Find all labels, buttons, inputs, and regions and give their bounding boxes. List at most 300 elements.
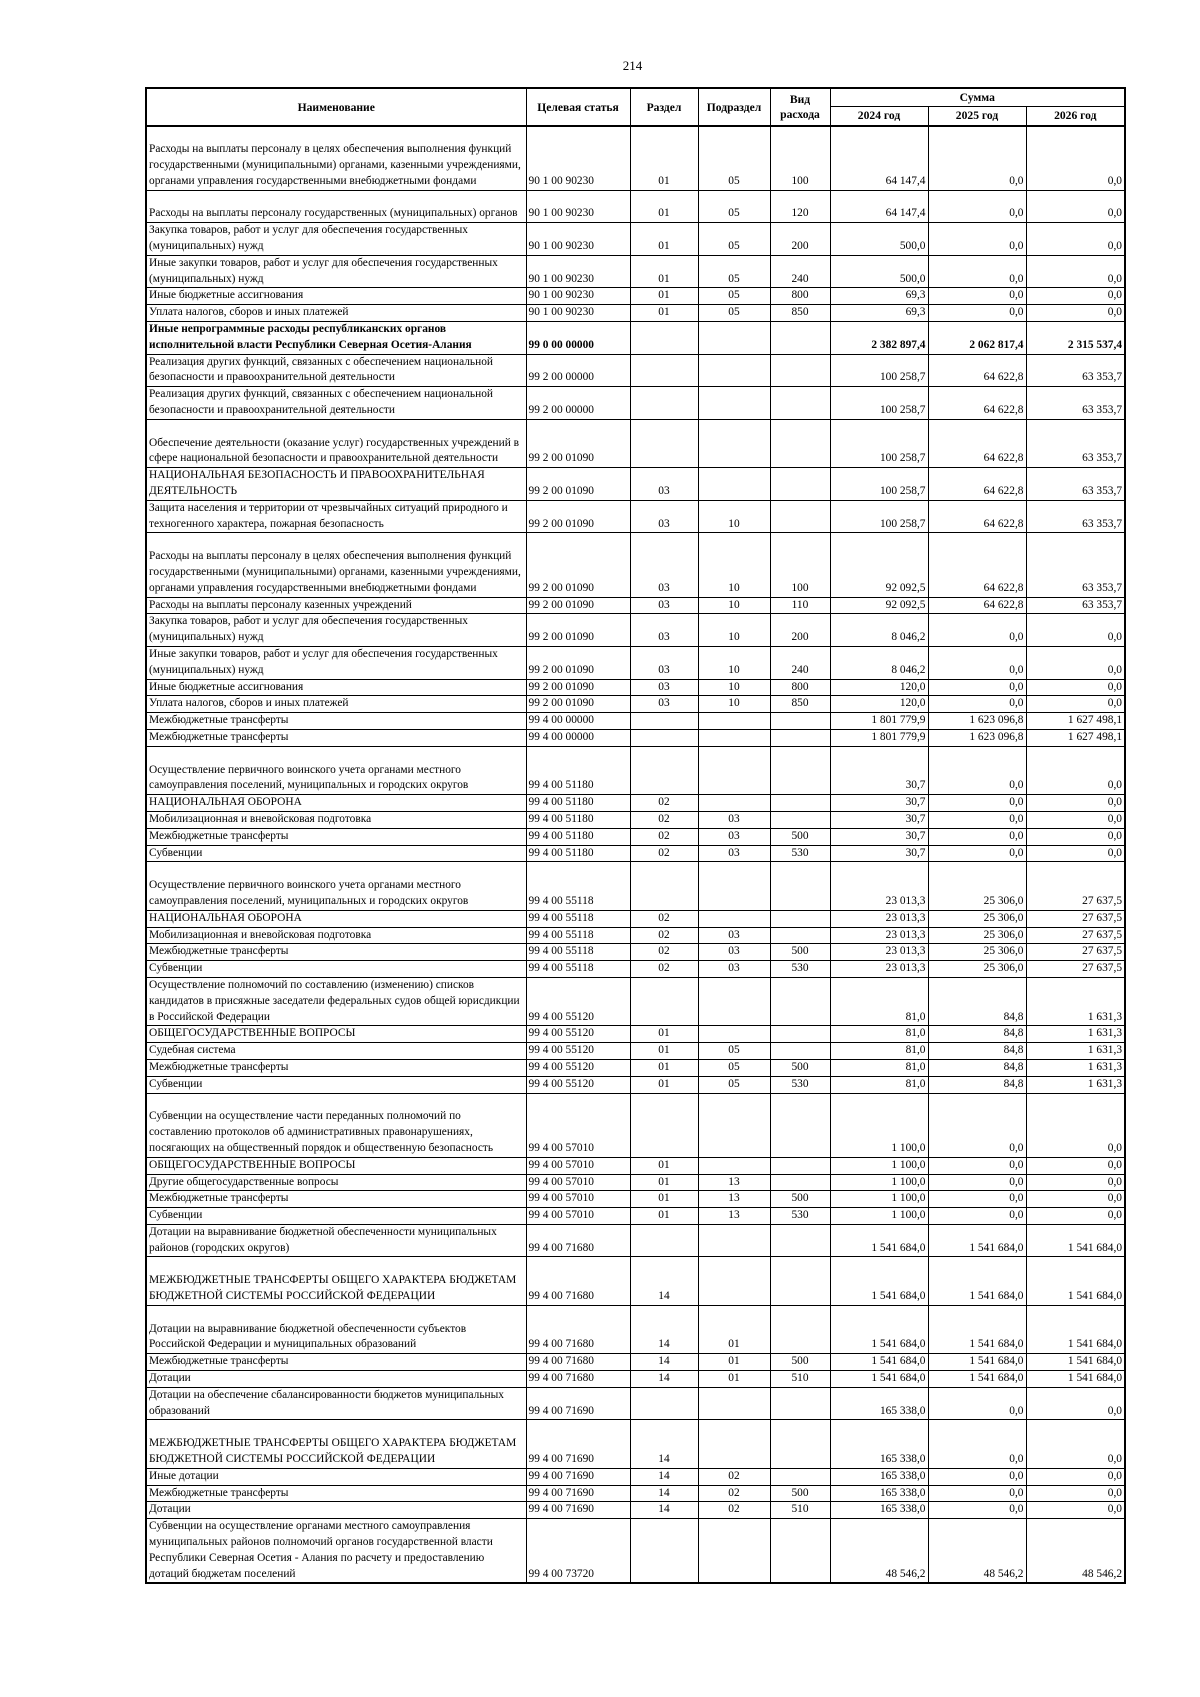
row-kind: 500 [770,1191,830,1208]
row-sum-2026: 0,0 [1026,1420,1125,1468]
row-name: Иные закупки товаров, работ и услуг для обеспечения государственных (муниципальных) нужд [146,255,526,288]
row-name: Иные дотации [146,1468,526,1485]
row-sum-2025: 64 622,8 [928,500,1026,533]
row-sum-2024: 69,3 [830,305,928,322]
row-name: Осуществление первичного воинского учета органами местного самоуправления поселений, муниципальных и городских округов [146,862,526,910]
row-name: ОБЩЕГОСУДАРСТВЕННЫЕ ВОПРОСЫ [146,1157,526,1174]
row-name: Обеспечение деятельности (оказание услуг) государственных учреждений в сфере национальной безопасности и правоохранительной деятельности [146,419,526,467]
row-sum-2025: 25 306,0 [928,862,1026,910]
row-kind: 850 [770,305,830,322]
row-name: Иные бюджетные ассигнования [146,679,526,696]
row-section: 02 [630,927,698,944]
row-section: 03 [630,696,698,713]
row-sum-2024: 1 801 779,9 [830,729,928,746]
row-sum-2025: 1 541 684,0 [928,1371,1026,1388]
header-name: Наименование [146,88,526,126]
row-section [630,746,698,794]
row-sum-2024: 23 013,3 [830,910,928,927]
row-kind [770,500,830,533]
row-sum-2025: 2 062 817,4 [928,322,1026,355]
row-name: Межбюджетные трансферты [146,1059,526,1076]
row-sum-2025: 0,0 [928,305,1026,322]
row-sum-2024: 30,7 [830,746,928,794]
row-sum-2026: 0,0 [1026,255,1125,288]
table-row [146,1468,1125,1485]
table-body [146,126,1125,1583]
table-row [146,795,1125,812]
table-row [146,713,1125,730]
row-subsection: 03 [698,845,770,862]
row-sum-2024: 100 258,7 [830,354,928,387]
row-sum-2024: 23 013,3 [830,927,928,944]
row-target-code: 99 4 00 55118 [526,961,630,978]
row-kind [770,1093,830,1157]
row-subsection: 05 [698,190,770,223]
row-sum-2026: 0,0 [1026,1208,1125,1225]
row-name: Дотации [146,1502,526,1519]
table-row [146,354,1125,387]
row-target-code: 99 2 00 01090 [526,597,630,614]
row-sum-2026: 0,0 [1026,190,1125,223]
row-target-code: 99 4 00 55118 [526,910,630,927]
row-target-code: 99 4 00 51180 [526,746,630,794]
row-name: Дотации на выравнивание бюджетной обеспеченности муниципальных районов (городских округов) [146,1224,526,1257]
row-subsection [698,977,770,1025]
row-target-code: 99 2 00 01090 [526,500,630,533]
row-sum-2025: 64 622,8 [928,597,1026,614]
row-target-code: 99 4 00 55118 [526,927,630,944]
table-row [146,1224,1125,1257]
row-sum-2026: 27 637,5 [1026,944,1125,961]
row-section: 01 [630,1043,698,1060]
row-sum-2024: 100 258,7 [830,419,928,467]
row-subsection [698,354,770,387]
row-sum-2025: 1 623 096,8 [928,713,1026,730]
row-sum-2025: 0,0 [928,795,1026,812]
row-sum-2026: 0,0 [1026,1191,1125,1208]
row-target-code: 99 2 00 01090 [526,419,630,467]
table-row [146,1502,1125,1519]
row-kind: 800 [770,679,830,696]
row-sum-2024: 30,7 [830,795,928,812]
row-name: Межбюджетные трансферты [146,828,526,845]
row-subsection [698,1224,770,1257]
row-kind [770,419,830,467]
row-target-code: 99 4 00 51180 [526,811,630,828]
row-sum-2025: 84,8 [928,1076,1026,1093]
table-row [146,1076,1125,1093]
row-kind: 510 [770,1371,830,1388]
row-target-code: 99 4 00 51180 [526,795,630,812]
row-name: Межбюджетные трансферты [146,1354,526,1371]
row-target-code: 99 4 00 71680 [526,1354,630,1371]
row-sum-2024: 1 541 684,0 [830,1354,928,1371]
row-name: Мобилизационная и вневойсковая подготовка [146,811,526,828]
row-kind [770,1468,830,1485]
row-sum-2026: 0,0 [1026,1093,1125,1157]
header-subsection: Подраздел [698,88,770,126]
row-section: 14 [630,1305,698,1353]
row-sum-2025: 64 622,8 [928,468,1026,501]
row-kind [770,977,830,1025]
row-sum-2026: 0,0 [1026,828,1125,845]
row-sum-2024: 1 100,0 [830,1174,928,1191]
row-sum-2024: 8 046,2 [830,614,928,647]
row-name: Расходы на выплаты персоналу государственных (муниципальных) органов [146,190,526,223]
table-row [146,533,1125,597]
row-sum-2026: 0,0 [1026,223,1125,256]
table-row [146,288,1125,305]
row-name: Осуществление полномочий по составлению (изменению) списков кандидатов в присяжные заседатели федеральных судов общей юрисдикции в Российской Федерации [146,977,526,1025]
table-row [146,1371,1125,1388]
table-row [146,1191,1125,1208]
row-kind [770,713,830,730]
row-target-code: 99 0 00 00000 [526,322,630,355]
row-sum-2025: 0,0 [928,190,1026,223]
table-row [146,679,1125,696]
table-row [146,811,1125,828]
table-row [146,1387,1125,1420]
table-row [146,468,1125,501]
row-sum-2026: 0,0 [1026,647,1125,680]
row-subsection [698,1257,770,1305]
row-target-code: 99 4 00 55120 [526,977,630,1025]
table-row [146,126,1125,190]
row-sum-2026: 1 541 684,0 [1026,1305,1125,1353]
table-row [146,1043,1125,1060]
row-target-code: 99 2 00 01090 [526,533,630,597]
row-name: НАЦИОНАЛЬНАЯ ОБОРОНА [146,795,526,812]
row-name: Иные бюджетные ассигнования [146,288,526,305]
row-sum-2024: 120,0 [830,679,928,696]
row-sum-2025: 0,0 [928,1502,1026,1519]
table-row [146,862,1125,910]
row-sum-2025: 0,0 [928,811,1026,828]
row-section [630,1519,698,1584]
row-name: Субвенции [146,1076,526,1093]
row-sum-2024: 1 801 779,9 [830,713,928,730]
row-name: Осуществление первичного воинского учета органами местного самоуправления поселений, муниципальных и городских округов [146,746,526,794]
row-sum-2025: 25 306,0 [928,910,1026,927]
row-sum-2024: 1 100,0 [830,1157,928,1174]
row-sum-2024: 81,0 [830,977,928,1025]
row-sum-2026: 0,0 [1026,746,1125,794]
row-sum-2025: 64 622,8 [928,387,1026,420]
header-section: Раздел [630,88,698,126]
row-target-code: 99 4 00 00000 [526,713,630,730]
table-row [146,322,1125,355]
row-section: 01 [630,288,698,305]
row-sum-2026: 0,0 [1026,614,1125,647]
row-section: 03 [630,647,698,680]
row-section: 03 [630,679,698,696]
row-subsection [698,729,770,746]
row-section [630,1387,698,1420]
row-sum-2025: 84,8 [928,1059,1026,1076]
row-kind [770,1257,830,1305]
row-name: Межбюджетные трансферты [146,1485,526,1502]
budget-table [145,87,1126,1584]
row-sum-2024: 165 338,0 [830,1420,928,1468]
row-sum-2024: 64 147,4 [830,126,928,190]
table-row [146,387,1125,420]
row-sum-2025: 25 306,0 [928,961,1026,978]
row-target-code: 99 4 00 55120 [526,1059,630,1076]
row-subsection [698,468,770,501]
row-subsection: 02 [698,1502,770,1519]
row-kind: 100 [770,533,830,597]
row-subsection [698,862,770,910]
row-sum-2025: 0,0 [928,1191,1026,1208]
row-sum-2026: 0,0 [1026,1174,1125,1191]
row-sum-2024: 1 100,0 [830,1208,928,1225]
row-target-code: 99 4 00 55120 [526,1076,630,1093]
row-subsection [698,795,770,812]
row-target-code: 99 4 00 57010 [526,1191,630,1208]
row-target-code: 99 2 00 00000 [526,354,630,387]
row-sum-2025: 64 622,8 [928,419,1026,467]
row-target-code: 99 2 00 01090 [526,647,630,680]
table-row [146,223,1125,256]
row-sum-2026: 0,0 [1026,1502,1125,1519]
row-sum-2026: 63 353,7 [1026,354,1125,387]
row-target-code: 99 4 00 57010 [526,1208,630,1225]
row-subsection [698,1420,770,1468]
row-kind [770,1519,830,1584]
row-sum-2026: 0,0 [1026,126,1125,190]
row-sum-2026: 0,0 [1026,288,1125,305]
row-sum-2025: 1 541 684,0 [928,1224,1026,1257]
row-section: 14 [630,1354,698,1371]
row-sum-2025: 25 306,0 [928,927,1026,944]
row-section: 01 [630,223,698,256]
row-sum-2026: 0,0 [1026,811,1125,828]
row-sum-2025: 0,0 [928,1157,1026,1174]
table-row [146,910,1125,927]
row-section [630,354,698,387]
row-sum-2024: 64 147,4 [830,190,928,223]
row-kind: 530 [770,961,830,978]
table-row [146,1420,1125,1468]
row-kind [770,795,830,812]
row-target-code: 99 4 00 00000 [526,729,630,746]
row-sum-2025: 0,0 [928,647,1026,680]
row-kind: 500 [770,1354,830,1371]
row-subsection: 05 [698,126,770,190]
row-sum-2025: 0,0 [928,1420,1026,1468]
row-sum-2024: 1 541 684,0 [830,1305,928,1353]
row-section [630,1093,698,1157]
row-subsection: 02 [698,1485,770,1502]
row-subsection: 03 [698,811,770,828]
row-section: 02 [630,811,698,828]
row-section: 01 [630,1174,698,1191]
row-sum-2025: 0,0 [928,1485,1026,1502]
row-sum-2024: 1 541 684,0 [830,1224,928,1257]
row-sum-2024: 81,0 [830,1043,928,1060]
row-name: Расходы на выплаты персоналу в целях обеспечения выполнения функций государственными (муниципальными) органами, казенными учреждениями, органами управления государственными внебюджетными фондами [146,126,526,190]
row-sum-2026: 1 541 684,0 [1026,1257,1125,1305]
row-sum-2024: 500,0 [830,255,928,288]
row-kind: 100 [770,126,830,190]
row-name: Мобилизационная и вневойсковая подготовка [146,927,526,944]
row-subsection: 01 [698,1371,770,1388]
row-sum-2024: 1 541 684,0 [830,1257,928,1305]
row-sum-2026: 1 627 498,1 [1026,729,1125,746]
row-name: Закупка товаров, работ и услуг для обеспечения государственных (муниципальных) нужд [146,223,526,256]
row-name: Межбюджетные трансферты [146,1191,526,1208]
row-section [630,387,698,420]
row-target-code: 99 4 00 55120 [526,1043,630,1060]
row-name: Закупка товаров, работ и услуг для обеспечения государственных (муниципальных) нужд [146,614,526,647]
row-subsection: 10 [698,500,770,533]
row-target-code: 90 1 00 90230 [526,223,630,256]
row-section: 14 [630,1468,698,1485]
row-sum-2024: 30,7 [830,811,928,828]
row-sum-2025: 0,0 [928,1387,1026,1420]
row-name: ОБЩЕГОСУДАРСТВЕННЫЕ ВОПРОСЫ [146,1026,526,1043]
row-section: 03 [630,500,698,533]
row-sum-2024: 165 338,0 [830,1387,928,1420]
row-sum-2026: 48 546,2 [1026,1519,1125,1584]
row-section: 01 [630,305,698,322]
row-target-code: 99 2 00 01090 [526,468,630,501]
row-sum-2025: 48 546,2 [928,1519,1026,1584]
row-sum-2024: 500,0 [830,223,928,256]
row-sum-2025: 0,0 [928,1174,1026,1191]
row-kind: 110 [770,597,830,614]
row-target-code: 99 4 00 71680 [526,1257,630,1305]
row-sum-2024: 165 338,0 [830,1468,928,1485]
row-target-code: 90 1 00 90230 [526,190,630,223]
row-section: 01 [630,1208,698,1225]
row-name: МЕЖБЮДЖЕТНЫЕ ТРАНСФЕРТЫ ОБЩЕГО ХАРАКТЕРА БЮДЖЕТАМ БЮДЖЕТНОЙ СИСТЕМЫ РОССИЙСКОЙ ФЕДЕРАЦИИ [146,1257,526,1305]
row-sum-2025: 64 622,8 [928,354,1026,387]
row-target-code: 99 4 00 71690 [526,1387,630,1420]
row-sum-2025: 0,0 [928,255,1026,288]
row-section: 02 [630,944,698,961]
table-row [146,696,1125,713]
row-kind [770,1224,830,1257]
row-kind: 240 [770,255,830,288]
row-sum-2024: 81,0 [830,1076,928,1093]
row-name: МЕЖБЮДЖЕТНЫЕ ТРАНСФЕРТЫ ОБЩЕГО ХАРАКТЕРА БЮДЖЕТАМ БЮДЖЕТНОЙ СИСТЕМЫ РОССИЙСКОЙ ФЕДЕРАЦИИ [146,1420,526,1468]
row-section: 14 [630,1485,698,1502]
row-target-code: 99 4 00 71690 [526,1485,630,1502]
table-row [146,828,1125,845]
row-name: Расходы на выплаты персоналу в целях обеспечения выполнения функций государственными (муниципальными) органами, казенными учреждениями, органами управления государственными внебюджетными фондами [146,533,526,597]
row-kind: 530 [770,1208,830,1225]
row-name: Субвенции на осуществление части переданных полномочий по составлению протоколов об административных правонарушениях, посягающих на общественный порядок и общественную безопасность [146,1093,526,1157]
row-sum-2026: 0,0 [1026,1485,1125,1502]
row-name: Субвенции [146,961,526,978]
row-name: Другие общегосударственные вопросы [146,1174,526,1191]
row-sum-2024: 100 258,7 [830,387,928,420]
row-kind: 120 [770,190,830,223]
row-target-code: 99 4 00 71690 [526,1468,630,1485]
row-sum-2025: 1 541 684,0 [928,1257,1026,1305]
row-kind [770,322,830,355]
row-section [630,862,698,910]
row-name: Субвенции [146,1208,526,1225]
row-section: 01 [630,126,698,190]
row-sum-2025: 84,8 [928,1026,1026,1043]
row-subsection: 10 [698,533,770,597]
row-sum-2026: 0,0 [1026,1468,1125,1485]
table-row [146,1174,1125,1191]
row-section: 01 [630,190,698,223]
row-subsection: 03 [698,961,770,978]
table-row [146,500,1125,533]
row-kind: 800 [770,288,830,305]
row-kind [770,387,830,420]
row-section: 01 [630,1026,698,1043]
row-sum-2025: 1 541 684,0 [928,1305,1026,1353]
row-sum-2026: 0,0 [1026,1387,1125,1420]
row-sum-2024: 30,7 [830,845,928,862]
row-section: 02 [630,845,698,862]
row-kind: 530 [770,1076,830,1093]
row-sum-2024: 48 546,2 [830,1519,928,1584]
table-row [146,305,1125,322]
row-subsection [698,387,770,420]
row-sum-2026: 0,0 [1026,679,1125,696]
row-section: 01 [630,1059,698,1076]
row-sum-2024: 23 013,3 [830,944,928,961]
row-name: Реализация других функций, связанных с обеспечением национальной безопасности и правоохранительной деятельности [146,387,526,420]
row-sum-2024: 1 100,0 [830,1093,928,1157]
row-subsection [698,1519,770,1584]
header-kind: Вид расхода [770,88,830,126]
row-name: Уплата налогов, сборов и иных платежей [146,305,526,322]
row-target-code: 99 2 00 00000 [526,387,630,420]
row-name: Дотации на обеспечение сбалансированности бюджетов муниципальных образований [146,1387,526,1420]
row-section [630,977,698,1025]
row-subsection: 03 [698,944,770,961]
row-sum-2025: 64 622,8 [928,533,1026,597]
row-target-code: 99 4 00 71680 [526,1305,630,1353]
row-sum-2026: 27 637,5 [1026,961,1125,978]
header-year-2025: 2025 год [928,106,1026,126]
table-row [146,1257,1125,1305]
row-sum-2026: 1 631,3 [1026,1026,1125,1043]
row-kind [770,862,830,910]
row-section: 03 [630,597,698,614]
row-sum-2026: 27 637,5 [1026,910,1125,927]
row-target-code: 99 4 00 51180 [526,828,630,845]
row-sum-2025: 0,0 [928,1093,1026,1157]
row-sum-2025: 1 541 684,0 [928,1354,1026,1371]
row-section: 01 [630,1076,698,1093]
table-header [146,88,1125,126]
row-subsection [698,322,770,355]
row-kind [770,1174,830,1191]
table-row [146,944,1125,961]
row-sum-2024: 120,0 [830,696,928,713]
row-sum-2026: 63 353,7 [1026,419,1125,467]
row-section: 14 [630,1502,698,1519]
row-subsection: 10 [698,647,770,680]
row-name: Субвенции на осуществление органами местного самоуправления муниципальных районов полномочий органов государственной власти Республики Северная Осетия - Алания по расчету и предоставлению дотаций бюджетам поселений [146,1519,526,1584]
row-kind [770,354,830,387]
row-sum-2024: 81,0 [830,1026,928,1043]
row-target-code: 99 4 00 57010 [526,1174,630,1191]
row-section: 02 [630,910,698,927]
header-target: Целевая статья [526,88,630,126]
row-section: 03 [630,614,698,647]
row-name: Иные непрограммные расходы республиканских органов исполнительной власти Республики Северная Осетия-Алания [146,322,526,355]
row-sum-2026: 63 353,7 [1026,533,1125,597]
